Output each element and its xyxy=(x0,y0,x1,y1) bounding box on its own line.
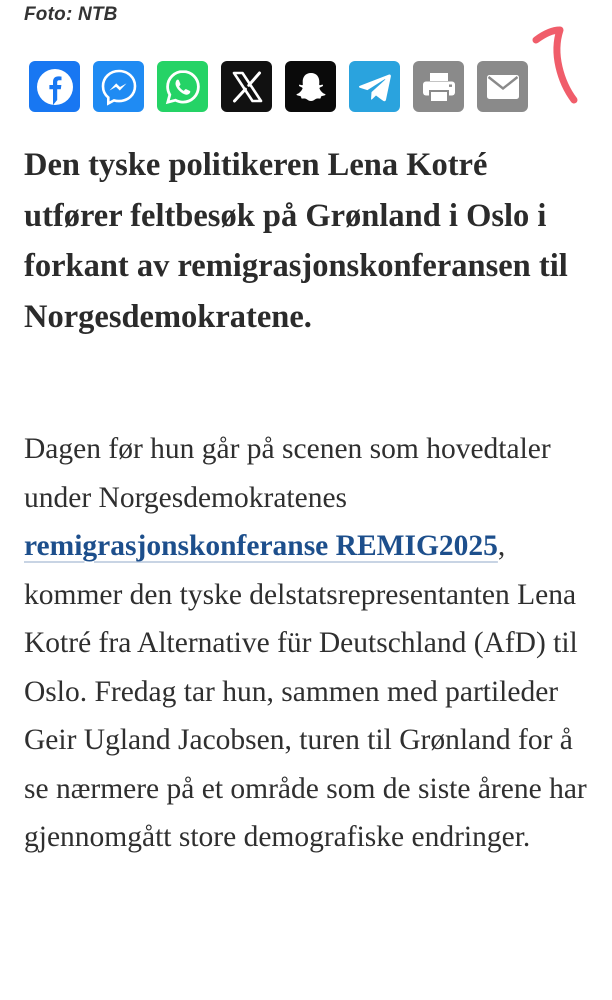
photo-credit: Foto: NTB xyxy=(24,4,118,25)
handwritten-stroke xyxy=(536,30,574,100)
article-lead: Den tyske politikeren Lena Kotré utfører feltbesøk på Grønland i Oslo i forkant av remigrasjonskonferansen til Norgesdemokratene. xyxy=(24,147,568,335)
remig2025-link[interactable]: remigrasjonskonferanse REMIG2025 xyxy=(24,530,498,562)
share-whatsapp-button[interactable] xyxy=(157,61,208,112)
share-telegram-button[interactable] xyxy=(349,61,400,112)
body-text-rest: , kommer den tyske delstatsrepresentanten Lena Kotré fra Alternative für Deutschland (AfD) til Oslo. Fredag tar hun, sammen med partileder Geir Ugland Jacobsen, turen til Grønland for å se nærmere på et område som de siste årene har gjennomgått store demografiske endringer. xyxy=(24,530,587,853)
handwritten-mark-annotation xyxy=(528,22,584,112)
share-x-button[interactable] xyxy=(221,61,272,112)
telegram-icon xyxy=(355,67,395,107)
email-share-button[interactable] xyxy=(477,61,528,112)
body-text-start: Dagen før hun går på scenen som hovedtaler under Norgesdemokratenes xyxy=(24,433,551,514)
print-button[interactable] xyxy=(413,61,464,112)
printer-icon xyxy=(419,67,459,107)
share-snapchat-button[interactable] xyxy=(285,61,336,112)
share-bar xyxy=(29,61,528,112)
mail-icon xyxy=(483,67,523,107)
article-body-paragraph xyxy=(24,425,590,862)
messenger-icon xyxy=(99,67,139,107)
share-messenger-button[interactable] xyxy=(93,61,144,112)
share-facebook-button[interactable] xyxy=(29,61,80,112)
whatsapp-icon xyxy=(163,67,203,107)
facebook-icon xyxy=(35,67,75,107)
snapchat-icon xyxy=(291,67,331,107)
x-icon xyxy=(228,68,266,106)
